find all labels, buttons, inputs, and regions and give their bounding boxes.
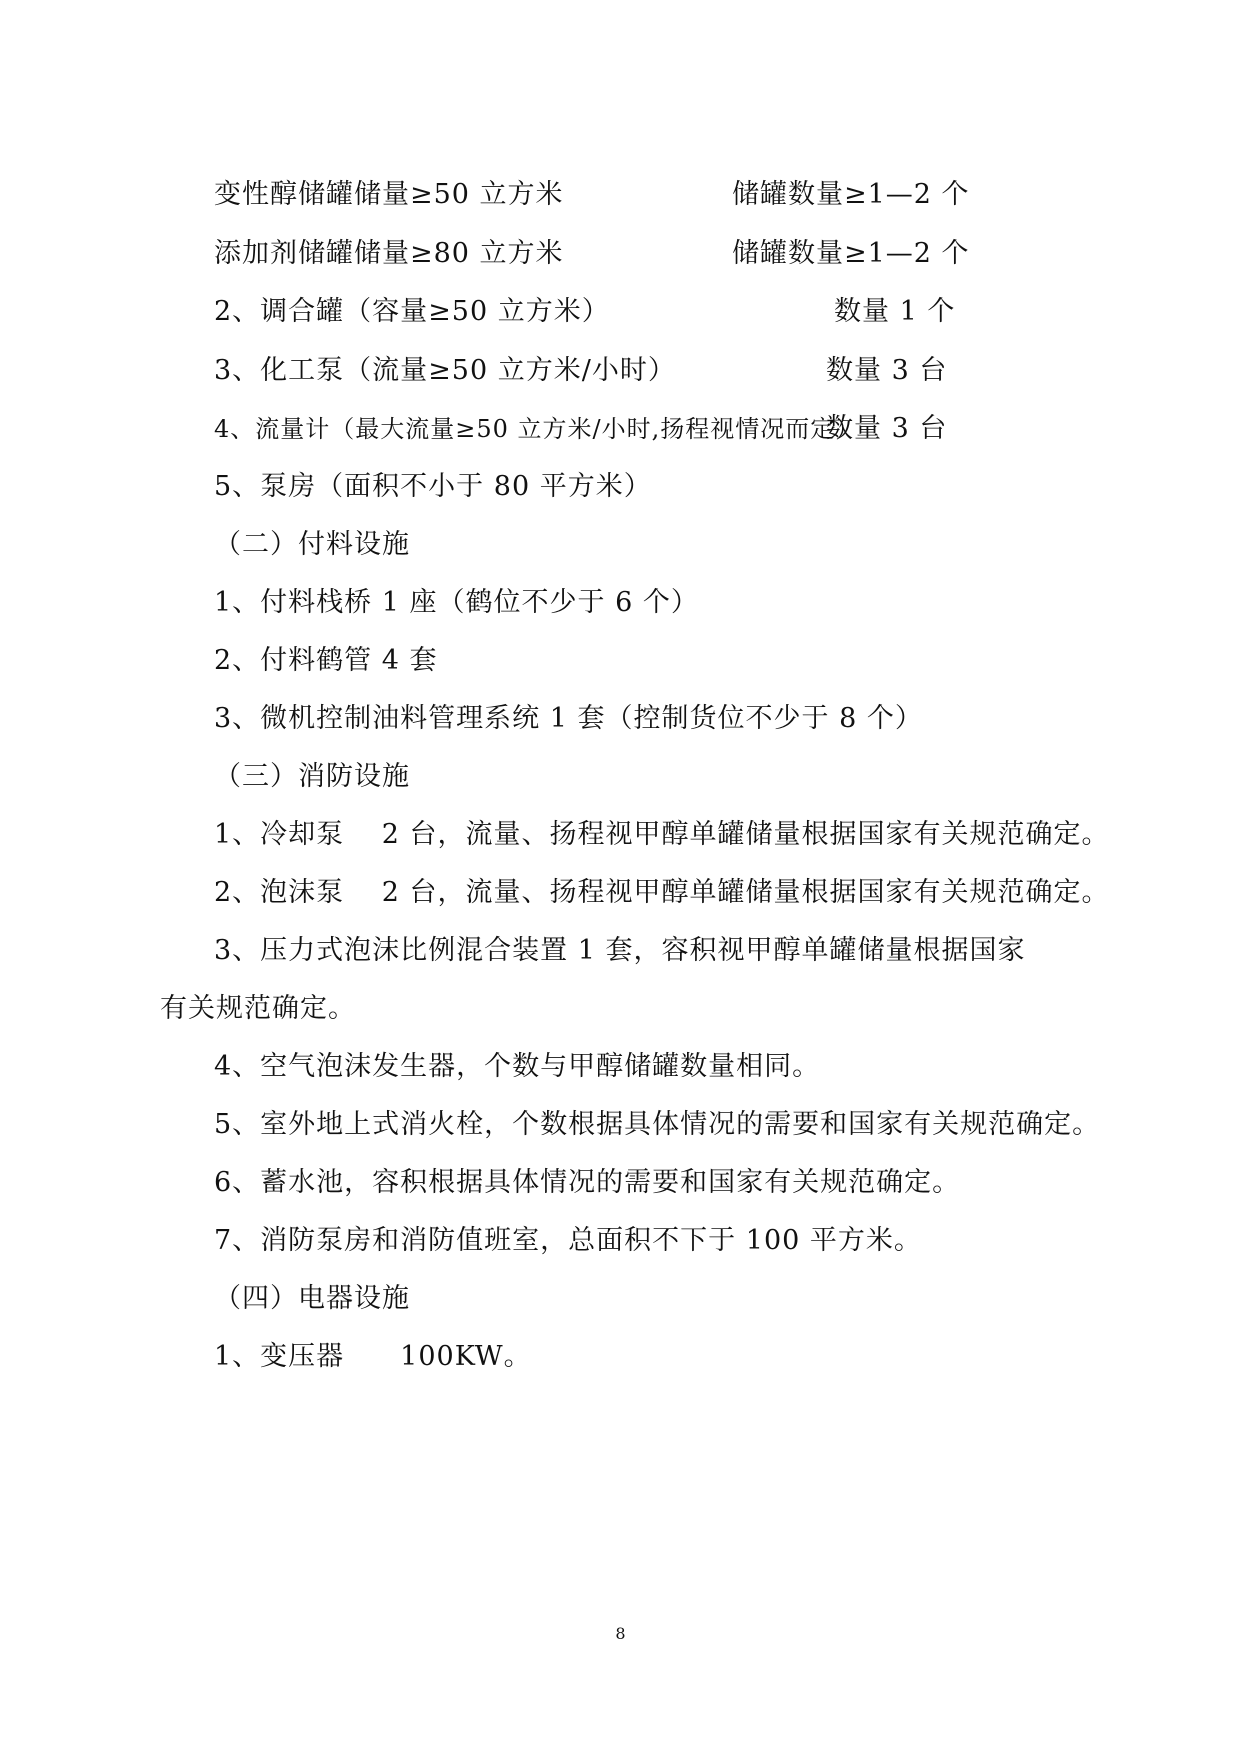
line-blending-tank: 2、调合罐（容量≥50 立方米） (214, 296, 610, 327)
line-control-system: 3、微机控制油料管理系统 1 套（控制货位不少于 8 个） (214, 703, 923, 734)
page-number: 8 (615, 1624, 626, 1643)
line-denatured-alcohol-tank-count: 储罐数量≥1—2 个 (732, 179, 970, 210)
line-foam-mixer-continued: 有关规范确定。 (160, 993, 356, 1024)
line-additive-tank: 添加剂储罐储量≥80 立方米 (214, 238, 564, 269)
line-denatured-alcohol-tank: 变性醇储罐储量≥50 立方米 (214, 179, 564, 210)
line-fire-pump-room: 7、消防泵房和消防值班室，总面积不下于 100 平方米。 (214, 1225, 922, 1256)
line-loading-trestle: 1、付料栈桥 1 座（鹤位不少于 6 个） (214, 587, 699, 618)
line-blending-tank-count: 数量 1 个 (834, 296, 956, 327)
line-reservoir: 6、蓄水池，容积根据具体情况的需要和国家有关规范确定。 (214, 1167, 961, 1198)
section-heading-electrical: （四）电器设施 (214, 1283, 410, 1314)
line-chemical-pump: 3、化工泵（流量≥50 立方米/小时） (214, 355, 676, 386)
line-cooling-pump: 1、冷却泵 2 台，流量、扬程视甲醇单罐储量根据国家有关规范确定。 (214, 819, 1110, 850)
line-loading-arm: 2、付料鹤管 4 套 (214, 645, 438, 676)
section-heading-fire: （三）消防设施 (214, 761, 410, 792)
line-transformer: 1、变压器 100KW。 (214, 1341, 532, 1372)
line-foam-mixer: 3、压力式泡沫比例混合装置 1 套，容积视甲醇单罐储量根据国家 (214, 935, 1026, 966)
section-heading-dispensing: （二）付料设施 (214, 529, 410, 560)
line-chemical-pump-count: 数量 3 台 (826, 355, 948, 386)
line-flow-meter: 4、流量计（最大流量≥50 立方米/小时,扬程视情况而定） (214, 415, 861, 443)
line-additive-tank-count: 储罐数量≥1—2 个 (732, 238, 970, 269)
line-air-foam-generator: 4、空气泡沫发生器，个数与甲醇储罐数量相同。 (214, 1051, 821, 1082)
line-pump-house: 5、泵房（面积不小于 80 平方米） (214, 471, 652, 502)
line-foam-pump: 2、泡沫泵 2 台，流量、扬程视甲醇单罐储量根据国家有关规范确定。 (214, 877, 1110, 908)
line-fire-hydrant: 5、室外地上式消火栓，个数根据具体情况的需要和国家有关规范确定。 (214, 1109, 1101, 1140)
line-flow-meter-count: 数量 3 台 (826, 413, 948, 444)
